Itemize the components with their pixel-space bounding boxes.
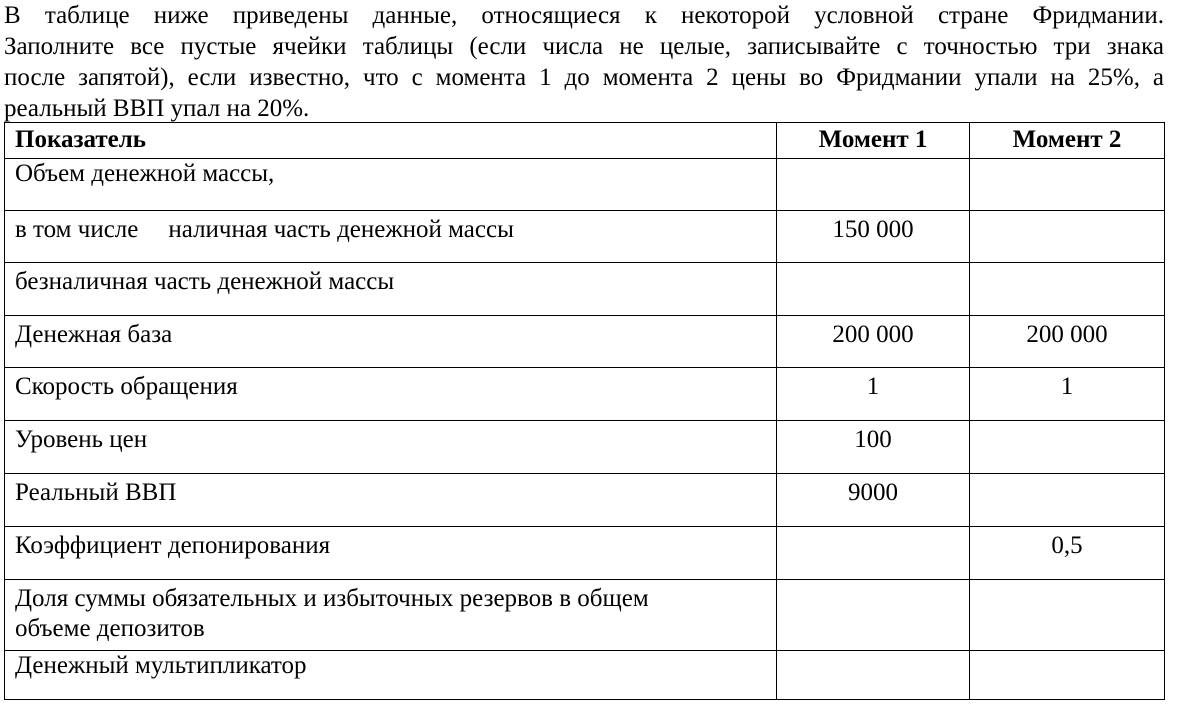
- noncash-part-m2-cell: [970, 263, 1165, 316]
- task-description: [4, 0, 1164, 124]
- cash-part-m2-cell: [970, 211, 1165, 263]
- money-multiplier-label: Денежный мультипликатор: [15, 652, 307, 679]
- row-label: [5, 211, 777, 263]
- table-row-price-level: [5, 421, 1165, 474]
- header-indicator: Показатель: [5, 123, 777, 159]
- including-prefix: в том числе: [15, 216, 139, 243]
- deposit-ratio-label: Коэффициент депонирования: [15, 532, 331, 559]
- money-multiplier-m2-cell: [970, 651, 1165, 700]
- velocity-m1-value: 1: [866, 373, 880, 400]
- row-label: [5, 159, 777, 211]
- table-row-monetary-base: [5, 316, 1165, 368]
- row-label: [5, 580, 777, 651]
- money-multiplier-m1-cell: [777, 651, 970, 700]
- table-row-cash-part: [5, 211, 1165, 263]
- table-row-noncash-part: [5, 263, 1165, 316]
- table-row-velocity: [5, 368, 1165, 421]
- row-label: [5, 316, 777, 368]
- cash-part-m1-cell: [777, 211, 970, 263]
- header-moment-1: Момент 1: [777, 123, 970, 159]
- price-level-m2-cell: [970, 421, 1165, 474]
- money-supply-m2-cell: [970, 159, 1165, 211]
- money-supply-label: Объем денежной массы,: [15, 160, 275, 187]
- table-header-row: [5, 123, 1165, 159]
- velocity-m2-value: 1: [1060, 373, 1074, 400]
- real-gdp-m1-value: 9000: [848, 479, 898, 506]
- table-row-money-multiplier: [5, 651, 1165, 700]
- reserve-ratio-label-line2: объеме депозитов: [15, 615, 205, 642]
- row-label: [5, 527, 777, 580]
- money-supply-m1-cell: [777, 159, 970, 211]
- monetary-base-m1-cell: [777, 316, 970, 368]
- data-table: [4, 122, 1165, 700]
- table-row-real-gdp: [5, 474, 1165, 527]
- price-level-m1-cell: [777, 421, 970, 474]
- reserve-ratio-m1-cell: [777, 580, 970, 651]
- velocity-m2-cell: [970, 368, 1165, 421]
- task-line-2: Заполните все пустые ячейки таблицы (если числа не целые, записывайте с точностью три знака: [4, 33, 1164, 60]
- price-level-m1-value: 100: [854, 426, 892, 453]
- monetary-base-m2-value: 200 000: [1026, 321, 1108, 348]
- cash-part-label: наличная часть денежной массы: [168, 216, 514, 243]
- header-moment-2: Момент 2: [970, 123, 1165, 159]
- real-gdp-label: Реальный ВВП: [15, 479, 177, 506]
- row-label: [5, 651, 777, 700]
- deposit-ratio-m1-cell: [777, 527, 970, 580]
- noncash-part-m1-cell: [777, 263, 970, 316]
- table-row-deposit-ratio: [5, 527, 1165, 580]
- monetary-base-m2-cell: [970, 316, 1165, 368]
- real-gdp-m1-cell: [777, 474, 970, 527]
- monetary-base-m1-value: 200 000: [832, 321, 914, 348]
- reserve-ratio-label-line1: Доля суммы обязательных и избыточных резервов в общем: [15, 585, 649, 612]
- velocity-label: Скорость обращения: [15, 373, 238, 400]
- task-line-3: после запятой), если известно, что с момента 1 до момента 2 цены во Фридмании упали на 25%, а: [4, 64, 1164, 91]
- task-line-4: реальный ВВП упал на 20%.: [4, 95, 310, 122]
- price-level-label: Уровень цен: [15, 426, 148, 453]
- row-label: [5, 421, 777, 474]
- row-label: [5, 263, 777, 316]
- cash-part-m1-value: 150 000: [832, 216, 914, 243]
- deposit-ratio-m2-cell: [970, 527, 1165, 580]
- monetary-base-label: Денежная база: [15, 321, 173, 348]
- velocity-m1-cell: [777, 368, 970, 421]
- real-gdp-m2-cell: [970, 474, 1165, 527]
- table-row-reserve-ratio: [5, 580, 1165, 651]
- deposit-ratio-m2-value: 0,5: [1051, 532, 1083, 559]
- row-label: [5, 368, 777, 421]
- noncash-part-label: безналичная часть денежной массы: [15, 268, 395, 295]
- row-label: [5, 474, 777, 527]
- reserve-ratio-m2-cell: [970, 580, 1165, 651]
- table-row-money-supply: [5, 159, 1165, 211]
- task-line-1: В таблице ниже приведены данные, относящиеся к некоторой условной стране Фридмании.: [4, 2, 1164, 29]
